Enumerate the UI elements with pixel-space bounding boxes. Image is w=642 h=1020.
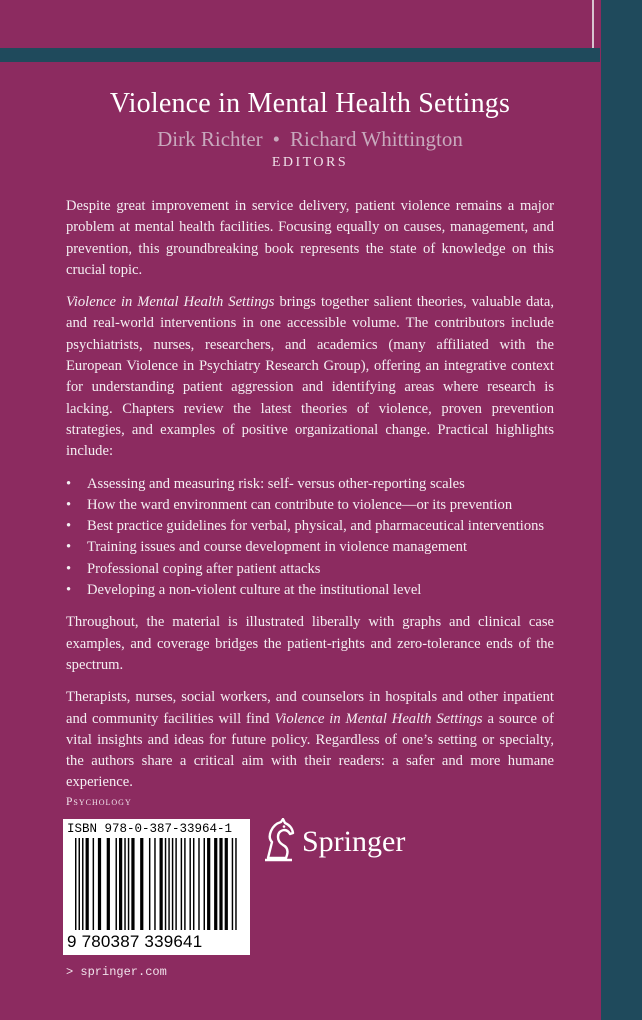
list-item: • Professional coping after patient attacks [66,559,554,580]
description-paragraph-2 [66,292,554,462]
list-item: • Assessing and measuring risk: self- versus other-reporting scales [66,474,554,495]
barcode-bar [235,838,236,930]
barcode-bar [119,838,122,930]
barcode-bar [160,838,163,930]
barcode-bar [189,838,190,930]
barcode-bar [204,838,205,930]
barcode-bar [86,838,89,930]
barcode-bar [175,838,176,930]
publisher-name: Springer [302,825,406,858]
barcode-bar [214,838,217,930]
barcode-bar [128,838,129,930]
barcode-bar [98,838,101,930]
back-cover-description [66,196,554,805]
isbn-barcode [63,819,250,955]
paragraph-4-end: a source of vital insights and ideas for future policy. Regardless of one’s setting or specialty, the authors share a critical aim with their readers: a safer and more humane experience. [66,710,554,791]
barcode-bar [124,838,125,930]
book-title: Violence in Mental Health Settings [109,88,511,119]
barcode-bar [181,838,182,930]
barcode-bar [168,838,169,930]
paragraph-4-start: Therapists, nurses, social workers, and counselors in hospitals and other inpatient and community facilities will find [66,689,554,727]
author-2: Richard Whittington [290,127,463,151]
barcode-bar [219,838,222,930]
isbn-digits: 9 780387 339641 [67,932,203,951]
list-item: • Best practice guidelines for verbal, physical, and pharmaceutical interventions [66,516,554,537]
spine-edge-line [592,0,594,48]
barcode-bar [207,838,210,930]
barcode-bar [140,838,143,930]
barcode-bar [225,838,228,930]
list-item: • Training issues and course development in violence management [66,537,554,558]
springer-horse-icon [262,818,298,862]
barcode-bar [165,838,166,930]
barcode-bar [79,838,80,930]
barcode-bars-icon [75,838,237,930]
barcode-bar [172,838,173,930]
barcode-bar [193,838,194,930]
barcode-bar [184,838,185,930]
subject-category: Psychology [66,796,132,808]
publisher-logo [262,818,406,864]
barcode-bar [116,838,117,930]
barcode-bar [154,838,155,930]
author-1: Dirk Richter [157,127,263,151]
spine-band [601,0,642,1020]
paragraph-2-text: brings together salient theories, valuable data, and real-world interventions in one accessible volume. The contributors include psychiatrists, nurses, researchers, and academics (many affiliated with the European Violence in Psychiatry Research Group), offering an integrative context for understanding patient aggression and identifying areas where research is lacking. Chapters review the latest theories of violence, proven prevention strategies, and examples of positive organizational change. Practical highlights include: [66,294,554,460]
highlights-list [66,474,554,602]
book-authors [0,127,620,152]
barcode-bar [149,838,150,930]
barcode-bar [131,838,134,930]
description-paragraph-1: Despite great improvement in service delivery, patient violence remains a major problem at mental health facilities. Focusing equally on causes, management, and prevention, this groundbreaking book represents the state of knowledge on this crucial topic. [66,198,554,278]
author-separator: • [272,127,281,151]
italic-book-title: Violence in Mental Health Settings [66,294,275,311]
description-paragraph-3: Throughout, the material is illustrated liberally with graphs and clinical case examples, and coverage bridges the patient-rights and zero-tolerance ends of the spectrum. [66,614,554,673]
editors-label: EDITORS [271,155,349,170]
list-item: • How the ward environment can contribute to violence—or its prevention [66,495,554,516]
barcode-bar [75,838,76,930]
description-paragraph-4 [66,687,554,793]
italic-book-title: Violence in Mental Health Settings [274,710,483,727]
barcode-bar [107,838,110,930]
barcode-bar [93,838,94,930]
barcode-bar [232,838,233,930]
barcode-bar [198,838,199,930]
website-link[interactable]: > springer.com [66,965,167,979]
barcode-bar [82,838,83,930]
list-item: • Developing a non-violent culture at the institutional level [66,580,554,601]
top-color-band [0,48,600,62]
isbn-label: ISBN 978-0-387-33964-1 [67,822,233,836]
